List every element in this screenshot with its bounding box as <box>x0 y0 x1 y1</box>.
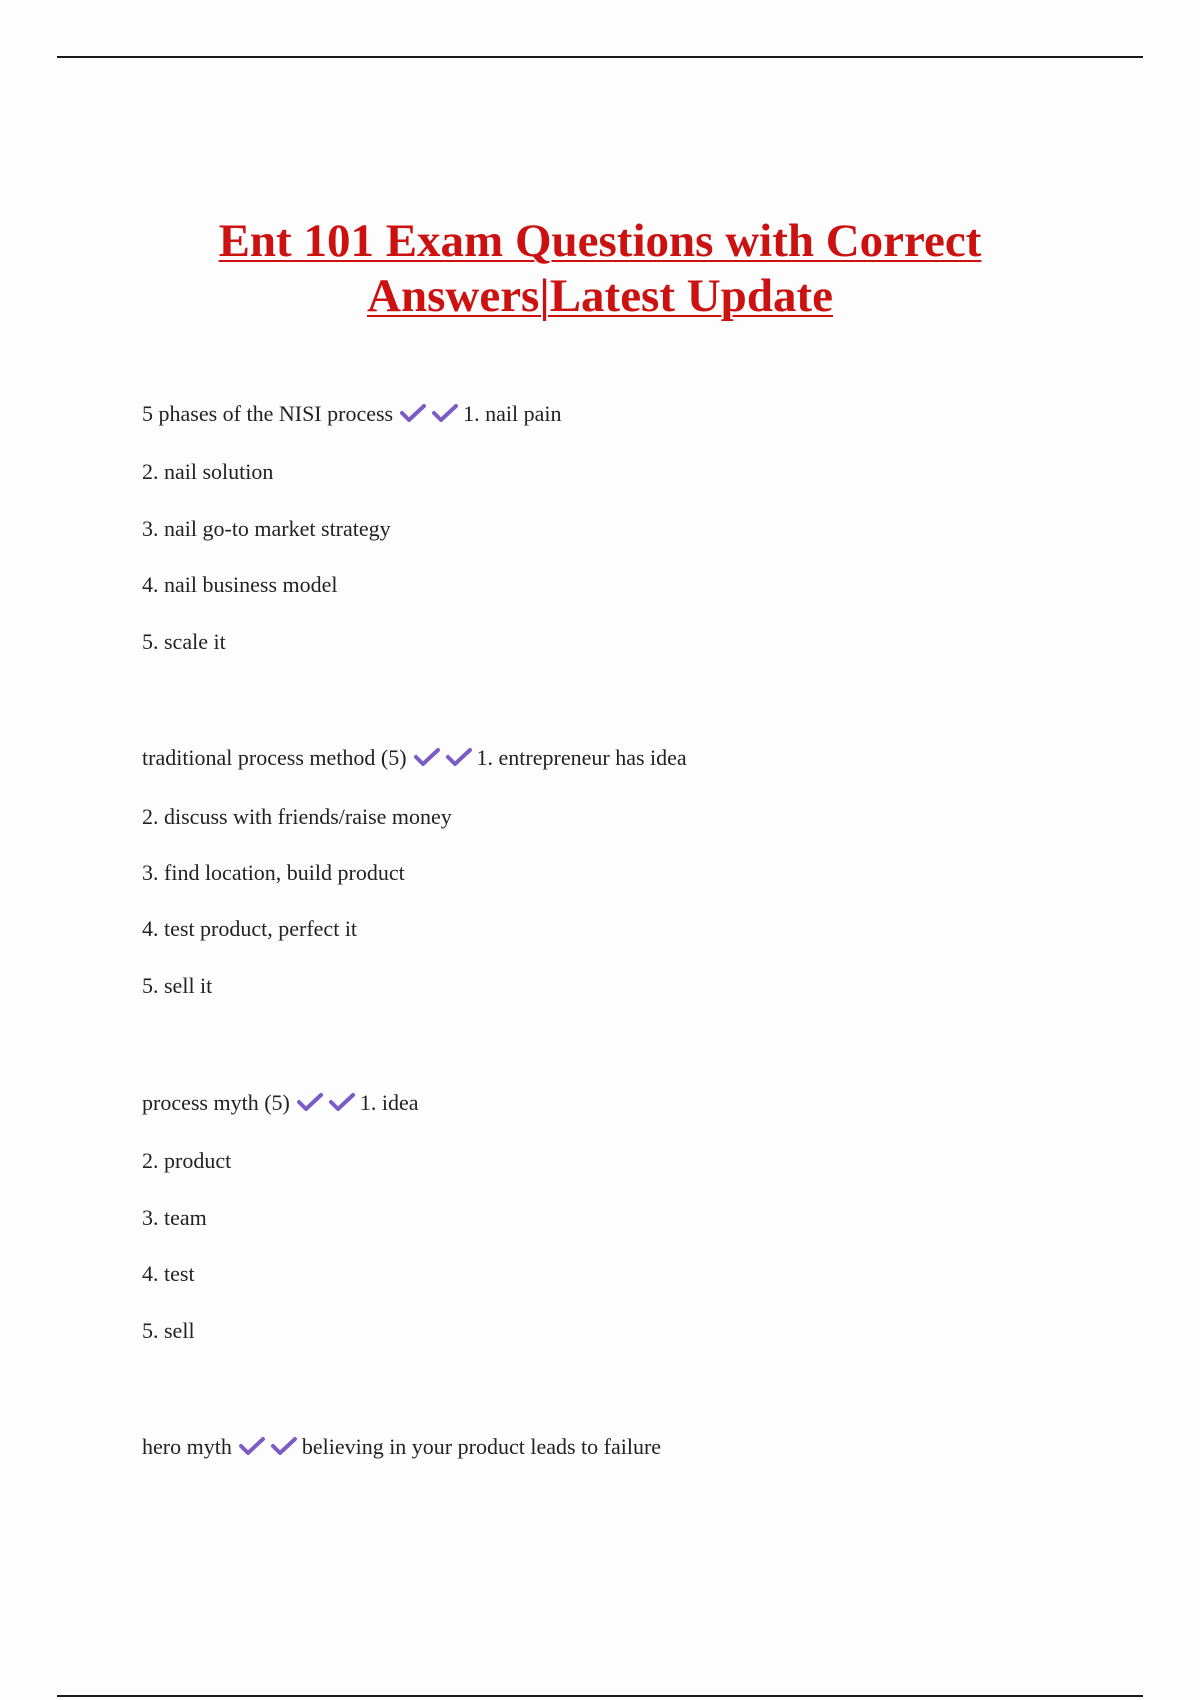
check-icon <box>328 1091 356 1113</box>
answer-line: 5. scale it <box>142 629 226 654</box>
double-check-marks <box>296 1091 356 1119</box>
answer-line: 3. find location, build product <box>142 860 405 885</box>
check-icon <box>296 1091 324 1113</box>
bottom-rule <box>57 1695 1143 1697</box>
question-line <box>142 745 687 774</box>
answer-line: 2. discuss with friends/raise money <box>142 804 452 829</box>
answer-line: 5. sell it <box>142 973 213 998</box>
question-line <box>142 401 561 430</box>
title-line-2: Answers|Latest Update <box>367 270 833 322</box>
question-text: traditional process method (5) <box>142 745 407 770</box>
answer-text: 1. idea <box>359 1090 419 1115</box>
answer-line: 4. test <box>142 1261 195 1286</box>
question-text: hero myth <box>142 1434 232 1459</box>
check-icon <box>270 1435 298 1457</box>
check-icon <box>413 746 441 768</box>
check-icon <box>399 402 427 424</box>
question-line <box>142 1090 419 1119</box>
double-check-marks <box>238 1435 298 1463</box>
double-check-marks <box>413 746 473 774</box>
question-text: process myth (5) <box>142 1090 290 1115</box>
question-line <box>142 1434 661 1463</box>
check-icon <box>445 746 473 768</box>
double-check-marks <box>399 402 459 430</box>
answer-text: believing in your product leads to failure <box>301 1434 662 1459</box>
top-rule <box>57 56 1143 58</box>
check-icon <box>431 402 459 424</box>
answer-line: 2. product <box>142 1148 232 1173</box>
answer-text: 1. entrepreneur has idea <box>476 745 687 770</box>
question-text: 5 phases of the NISI process <box>142 401 394 426</box>
answer-line: 4. test product, perfect it <box>142 916 358 941</box>
answer-line: 4. nail business model <box>142 572 338 597</box>
title-line-1: Ent 101 Exam Questions with Correct <box>218 215 982 267</box>
check-icon <box>238 1435 266 1457</box>
answer-text: 1. nail pain <box>463 401 562 426</box>
answer-line: 3. team <box>142 1205 207 1230</box>
document-title <box>0 214 1200 324</box>
answer-line: 3. nail go-to market strategy <box>142 516 391 541</box>
answer-line: 2. nail solution <box>142 459 274 484</box>
answer-line: 5. sell <box>142 1318 195 1343</box>
